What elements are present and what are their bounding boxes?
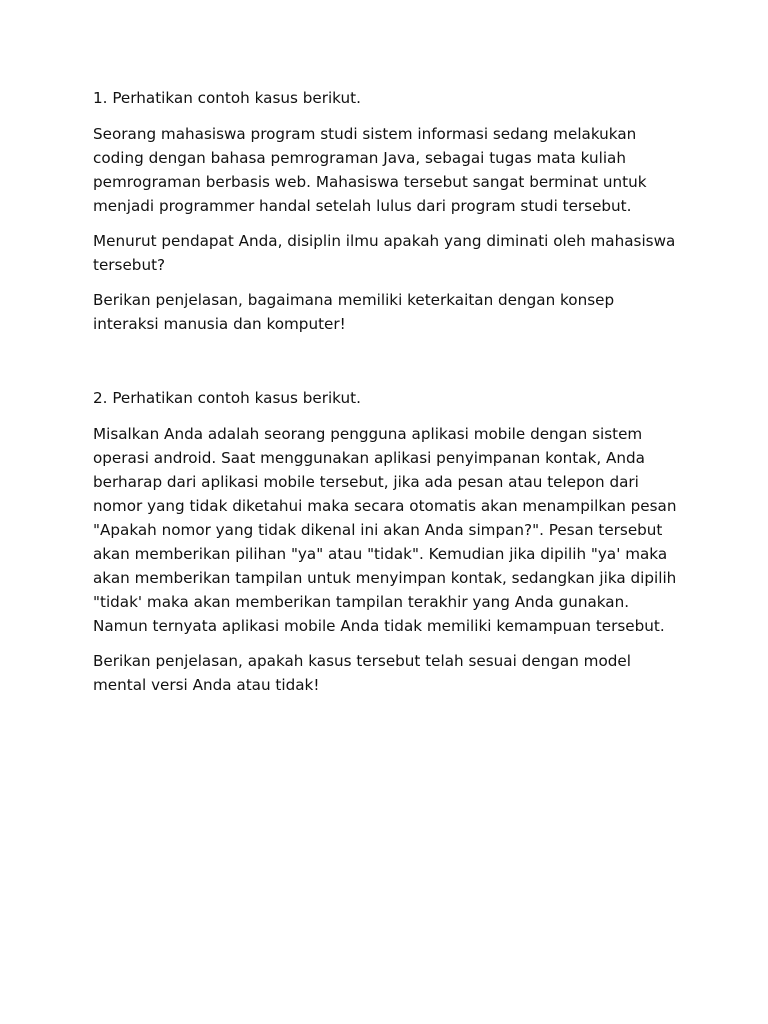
question-1-prompt-a: Menurut pendapat Anda, disiplin ilmu apakah yang diminati oleh mahasiswa tersebut?	[93, 232, 676, 274]
question-1-case-text: Seorang mahasiswa program studi sistem informasi sedang melakukan coding dengan bahasa pemrograman Java, sebagai tugas mata kuliah pemrograman berbasis web. Mahasiswa tersebut sangat berminat untuk menjadi programmer handal setelah lulus dari program studi tersebut.	[93, 125, 647, 215]
document-content	[93, 86, 683, 708]
question-2-prompt: Berikan penjelasan, apakah kasus tersebut telah sesuai dengan model mental versi Anda atau tidak!	[93, 652, 631, 694]
question-1-heading: 1. Perhatikan contoh kasus berikut.	[93, 89, 361, 107]
section-spacer	[93, 347, 683, 386]
question-2-case-text: Misalkan Anda adalah seorang pengguna aplikasi mobile dengan sistem operasi android. Saat menggunakan aplikasi penyimpanan kontak, Anda berharap dari aplikasi mobile tersebut, jika ada pesan atau telepon dari nomor yang tidak diketahui maka secara otomatis akan menampilkan pesan "Apakah nomor yang tidak dikenal ini akan Anda simpan?". Pesan tersebut akan memberikan pilihan "ya" atau "tidak". Kemudian jika dipilih "ya' maka akan memberikan tampilan untuk menyimpan kontak, sedangkan jika dipilih "tidak' maka akan memberikan tampilan terakhir yang Anda gunakan. Namun ternyata aplikasi mobile Anda tidak memiliki kemampuan tersebut.	[93, 425, 677, 635]
question-2-heading: 2. Perhatikan contoh kasus berikut.	[93, 389, 361, 407]
question-1-prompt-b: Berikan penjelasan, bagaimana memiliki keterkaitan dengan konsep interaksi manusia dan komputer!	[93, 291, 615, 333]
